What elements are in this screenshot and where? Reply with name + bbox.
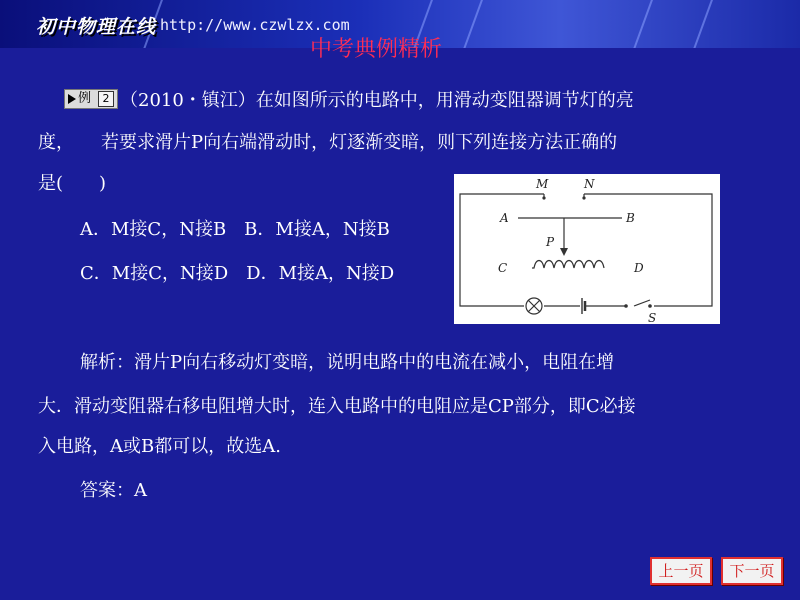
prev-page-button[interactable]: 上一页 <box>650 557 712 585</box>
analysis-line-3: 入电路，A或B都可以，故选A. <box>38 436 281 457</box>
example-tag <box>64 89 118 109</box>
options-ab: A．M接C，N接B B．M接A，N接B <box>80 219 390 240</box>
options-cd: C．M接C，N接D D．M接A，N接D <box>80 263 395 284</box>
site-url: http://www.czwlzx.com <box>160 16 350 34</box>
question-line-2: 度， 若要求滑片P向右端滑动时，灯逐渐变暗，则下列连接方法正确的 <box>38 132 618 153</box>
next-page-button[interactable]: 下一页 <box>721 557 783 585</box>
analysis-line-1: 解析：滑片P向右移动灯变暗，说明电路中的电流在减小，电阻在增 <box>80 352 615 373</box>
question-line-1: （2010・镇江）在如图所示的电路中，用滑动变阻器调节灯的亮 <box>120 90 634 111</box>
label-n: N <box>584 177 595 191</box>
answer-text: 答案：A <box>80 480 147 501</box>
label-c: C <box>498 261 508 275</box>
arrow-icon <box>68 94 76 104</box>
page-title: 中考典例精析 <box>310 37 443 62</box>
example-tag-number: 2 <box>98 91 114 107</box>
label-p: P <box>546 235 555 249</box>
label-a: A <box>500 211 509 225</box>
label-s: S <box>648 311 657 324</box>
analysis-line-2: 大．滑动变阻器右移电阻增大时，连入电路中的电阻应是CP部分，即C必接 <box>38 396 636 417</box>
site-logo: 初中物理在线 <box>36 16 157 38</box>
label-b: B <box>626 211 635 225</box>
example-tag-label: 例 <box>78 91 92 106</box>
label-m: M <box>536 177 549 191</box>
circuit-diagram <box>454 174 720 324</box>
question-line-3: 是( ) <box>38 173 107 194</box>
label-d: D <box>634 261 644 275</box>
